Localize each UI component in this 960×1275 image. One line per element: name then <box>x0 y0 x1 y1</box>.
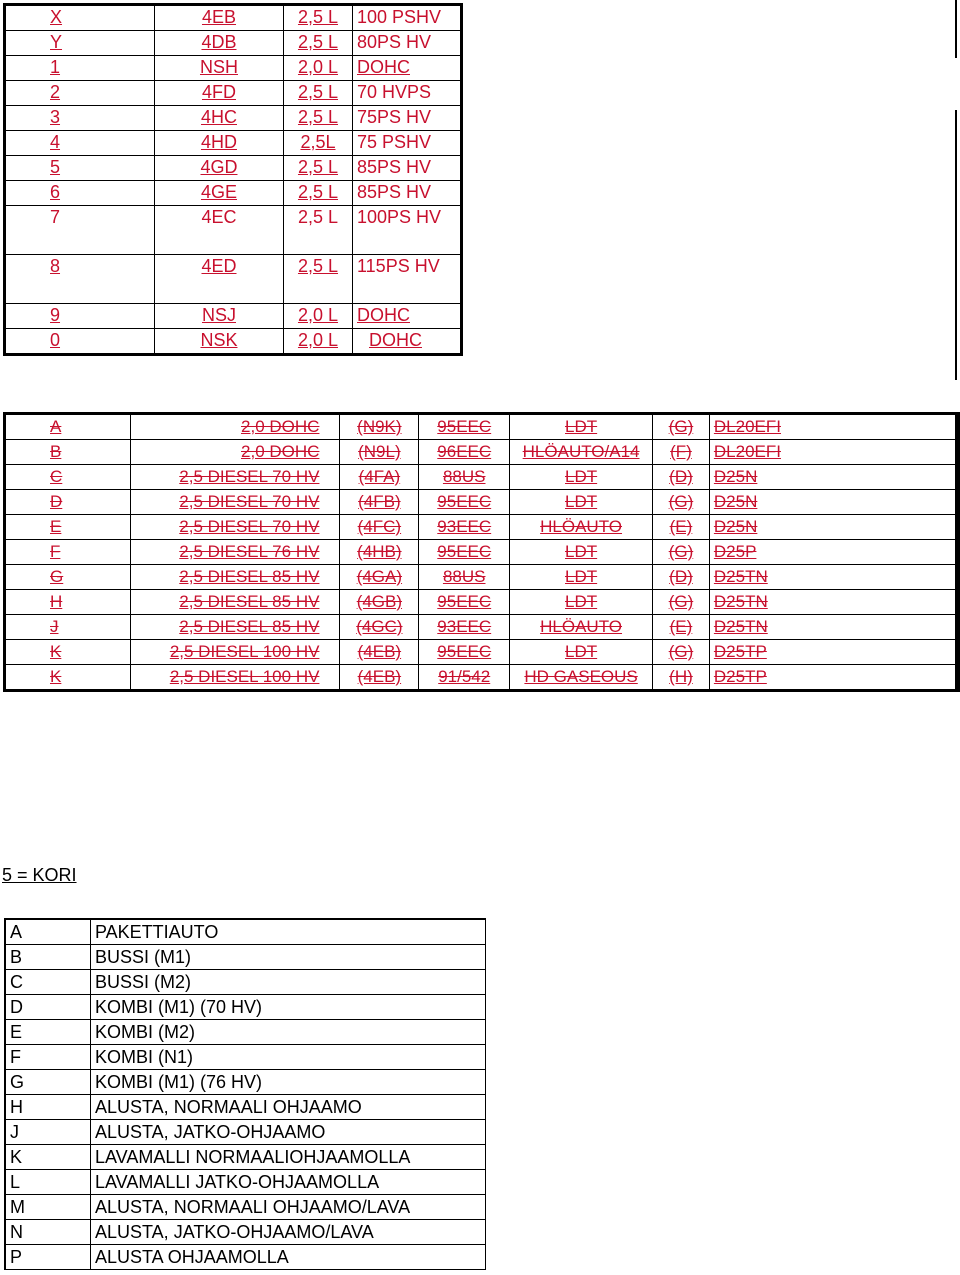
table-row <box>5 414 959 440</box>
list-item <box>5 945 486 970</box>
code-cell: F <box>5 540 131 565</box>
table-row <box>5 31 462 56</box>
body-label-cell: KOMBI (M2) <box>91 1020 486 1045</box>
power-cell: 100 PSHV <box>353 5 462 31</box>
label-cell: DL20EFI <box>709 414 958 440</box>
body-code-cell: H <box>5 1095 91 1120</box>
market-cell: (G) <box>653 590 710 615</box>
engine-cell: (4FB) <box>340 490 419 515</box>
engine-cell: (4EB) <box>340 640 419 665</box>
power-cell: 100PS HV <box>353 206 462 255</box>
displacement-cell: 2,5 L <box>284 206 353 255</box>
body-label-cell: LAVAMALLI JATKO-OHJAAMOLLA <box>91 1170 486 1195</box>
emission-cell: 88US <box>419 565 510 590</box>
list-item <box>5 1120 486 1145</box>
power-cell: 70 HVPS <box>353 81 462 106</box>
list-item <box>5 1145 486 1170</box>
table-row <box>5 640 959 665</box>
code-cell: A <box>5 414 131 440</box>
displacement-cell: 2,0 L <box>284 56 353 81</box>
engine-cell: (4GA) <box>340 565 419 590</box>
power-cell: DOHC <box>353 56 462 81</box>
engine-cell: (4GB) <box>340 590 419 615</box>
market-cell: (E) <box>653 515 710 540</box>
emission-cell: 95EEC <box>419 640 510 665</box>
code-cell: Y <box>5 31 155 56</box>
table-row <box>5 5 462 31</box>
displacement-cell: 2,5L <box>284 131 353 156</box>
list-item <box>5 1070 486 1095</box>
code-cell: G <box>5 565 131 590</box>
engine-cell: NSJ <box>155 304 284 329</box>
market-cell: (E) <box>653 615 710 640</box>
displacement-cell: 2,5 L <box>284 156 353 181</box>
engine-cell: 4ED <box>155 255 284 304</box>
body-code-cell: D <box>5 995 91 1020</box>
body-code-cell: B <box>5 945 91 970</box>
type-cell: HLÖAUTO <box>510 615 653 640</box>
engine-cell: (N9K) <box>340 414 419 440</box>
table-row <box>5 181 462 206</box>
body-label-cell: BUSSI (M2) <box>91 970 486 995</box>
label-cell: D25P <box>709 540 958 565</box>
body-type-table <box>4 918 486 1270</box>
code-cell: 0 <box>5 329 155 355</box>
code-cell: 8 <box>5 255 155 304</box>
body-code-cell: F <box>5 1045 91 1070</box>
power-cell: 85PS HV <box>353 181 462 206</box>
power-cell: 80PS HV <box>353 31 462 56</box>
emission-cell: 88US <box>419 465 510 490</box>
table-row <box>5 56 462 81</box>
list-item <box>5 1220 486 1245</box>
body-code-cell: E <box>5 1020 91 1045</box>
body-code-cell: M <box>5 1195 91 1220</box>
displacement-cell: 2,5 L <box>284 5 353 31</box>
label-cell: D25N <box>709 465 958 490</box>
code-cell: D <box>5 490 131 515</box>
code-cell: C <box>5 465 131 490</box>
description-cell: 2,5 DIESEL 100 HV <box>130 665 340 691</box>
engine-cell: (4FC) <box>340 515 419 540</box>
body-label-cell: KOMBI (M1) (70 HV) <box>91 995 486 1020</box>
displacement-cell: 2,5 L <box>284 81 353 106</box>
table-row <box>5 490 959 515</box>
emission-cell: 95EEC <box>419 490 510 515</box>
code-cell: B <box>5 440 131 465</box>
engine-cell: 4DB <box>155 31 284 56</box>
code-cell: K <box>5 665 131 691</box>
emission-cell: 93EEC <box>419 615 510 640</box>
body-label-cell: KOMBI (M1) (76 HV) <box>91 1070 486 1095</box>
page-edge-marker <box>955 110 957 380</box>
type-cell: LDT <box>510 640 653 665</box>
body-label-cell: BUSSI (M1) <box>91 945 486 970</box>
engine-cell: 4FD <box>155 81 284 106</box>
emission-cell: 91/542 <box>419 665 510 691</box>
power-cell: 75PS HV <box>353 106 462 131</box>
code-cell: 5 <box>5 156 155 181</box>
body-label-cell: ALUSTA, JATKO-OHJAAMO/LAVA <box>91 1220 486 1245</box>
description-cell: 2,5 DIESEL 76 HV <box>130 540 340 565</box>
power-cell: 75 PSHV <box>353 131 462 156</box>
body-code-cell: P <box>5 1245 91 1270</box>
type-cell: HD GASEOUS <box>510 665 653 691</box>
table-row <box>5 665 959 691</box>
engine-cell: 4GD <box>155 156 284 181</box>
table-row <box>5 206 462 255</box>
engine-cell: (N9L) <box>340 440 419 465</box>
engine-cell: 4EC <box>155 206 284 255</box>
code-cell: 9 <box>5 304 155 329</box>
label-cell: D25TP <box>709 640 958 665</box>
code-cell: E <box>5 515 131 540</box>
displacement-cell: 2,0 L <box>284 304 353 329</box>
code-cell: 1 <box>5 56 155 81</box>
page-edge-marker <box>955 415 957 690</box>
list-item <box>5 1195 486 1220</box>
list-item <box>5 1245 486 1270</box>
list-item <box>5 1020 486 1045</box>
body-label-cell: ALUSTA, NORMAALI OHJAAMO <box>91 1095 486 1120</box>
description-cell: 2,5 DIESEL 85 HV <box>130 590 340 615</box>
engine-code-table-2 <box>3 412 960 692</box>
body-label-cell: KOMBI (N1) <box>91 1045 486 1070</box>
kori-heading: 5 = KORI <box>2 865 77 885</box>
body-code-cell: C <box>5 970 91 995</box>
list-item <box>5 1045 486 1070</box>
code-cell: 7 <box>5 206 155 255</box>
emission-cell: 95EEC <box>419 590 510 615</box>
type-cell: HLÖAUTO/A14 <box>510 440 653 465</box>
displacement-cell: 2,5 L <box>284 181 353 206</box>
displacement-cell: 2,5 L <box>284 31 353 56</box>
market-cell: (G) <box>653 540 710 565</box>
market-cell: (D) <box>653 565 710 590</box>
label-cell: DL20EFI <box>709 440 958 465</box>
market-cell: (G) <box>653 414 710 440</box>
table-row <box>5 131 462 156</box>
list-item <box>5 1170 486 1195</box>
displacement-cell: 2,5 L <box>284 106 353 131</box>
label-cell: D25TN <box>709 590 958 615</box>
body-code-cell: G <box>5 1070 91 1095</box>
list-item <box>5 1095 486 1120</box>
code-cell: X <box>5 5 155 31</box>
page-edge-marker <box>955 0 957 58</box>
engine-cell: (4HB) <box>340 540 419 565</box>
description-cell: 2,5 DIESEL 85 HV <box>130 615 340 640</box>
list-item <box>5 995 486 1020</box>
market-cell: (G) <box>653 490 710 515</box>
market-cell: (F) <box>653 440 710 465</box>
type-cell: LDT <box>510 490 653 515</box>
code-cell: 3 <box>5 106 155 131</box>
engine-cell: 4HC <box>155 106 284 131</box>
code-cell: 4 <box>5 131 155 156</box>
body-label-cell: ALUSTA, NORMAALI OHJAAMO/LAVA <box>91 1195 486 1220</box>
type-cell: HLÖAUTO <box>510 515 653 540</box>
body-code-cell: N <box>5 1220 91 1245</box>
engine-cell: NSH <box>155 56 284 81</box>
type-cell: LDT <box>510 540 653 565</box>
table-row <box>5 440 959 465</box>
table-row <box>5 465 959 490</box>
engine-cell: (4FA) <box>340 465 419 490</box>
table-row <box>5 515 959 540</box>
table-row <box>5 304 462 329</box>
engine-cell: 4HD <box>155 131 284 156</box>
body-code-cell: L <box>5 1170 91 1195</box>
table-row <box>5 565 959 590</box>
engine-cell: (4GC) <box>340 615 419 640</box>
label-cell: D25N <box>709 490 958 515</box>
table-row <box>5 156 462 181</box>
type-cell: LDT <box>510 565 653 590</box>
table-row <box>5 106 462 131</box>
list-item <box>5 970 486 995</box>
engine-cell: 4GE <box>155 181 284 206</box>
table-row <box>5 255 462 304</box>
label-cell: D25N <box>709 515 958 540</box>
description-cell: 2,5 DIESEL 70 HV <box>130 515 340 540</box>
type-cell: LDT <box>510 414 653 440</box>
body-code-cell: K <box>5 1145 91 1170</box>
type-cell: LDT <box>510 465 653 490</box>
body-code-cell: J <box>5 1120 91 1145</box>
code-cell: H <box>5 590 131 615</box>
power-cell: 85PS HV <box>353 156 462 181</box>
description-cell: 2,5 DIESEL 70 HV <box>130 490 340 515</box>
table-row <box>5 329 462 355</box>
engine-cell: 4EB <box>155 5 284 31</box>
body-label-cell: PAKETTIAUTO <box>91 919 486 945</box>
label-cell: D25TP <box>709 665 958 691</box>
description-cell: 2,0 DOHC <box>130 440 340 465</box>
code-cell: K <box>5 640 131 665</box>
code-cell: 6 <box>5 181 155 206</box>
code-cell: 2 <box>5 81 155 106</box>
description-cell: 2,5 DIESEL 85 HV <box>130 565 340 590</box>
code-cell: J <box>5 615 131 640</box>
table-row <box>5 615 959 640</box>
power-cell: DOHC <box>353 304 462 329</box>
body-label-cell: ALUSTA, JATKO-OHJAAMO <box>91 1120 486 1145</box>
body-code-cell: A <box>5 919 91 945</box>
engine-cell: (4EB) <box>340 665 419 691</box>
table-row <box>5 81 462 106</box>
power-cell: 115PS HV <box>353 255 462 304</box>
type-cell: LDT <box>510 590 653 615</box>
displacement-cell: 2,5 L <box>284 255 353 304</box>
engine-code-table-1 <box>3 3 463 356</box>
body-label-cell: ALUSTA OHJAAMOLLA <box>91 1245 486 1270</box>
table-row <box>5 590 959 615</box>
engine-cell: NSK <box>155 329 284 355</box>
description-cell: 2,5 DIESEL 70 HV <box>130 465 340 490</box>
list-item <box>5 919 486 945</box>
displacement-cell: 2,0 L <box>284 329 353 355</box>
emission-cell: 96EEC <box>419 440 510 465</box>
power-cell: DOHC <box>353 329 462 355</box>
market-cell: (D) <box>653 465 710 490</box>
body-label-cell: LAVAMALLI NORMAALIOHJAAMOLLA <box>91 1145 486 1170</box>
market-cell: (H) <box>653 665 710 691</box>
description-cell: 2,5 DIESEL 100 HV <box>130 640 340 665</box>
market-cell: (G) <box>653 640 710 665</box>
label-cell: D25TN <box>709 615 958 640</box>
emission-cell: 95EEC <box>419 540 510 565</box>
table-row <box>5 540 959 565</box>
emission-cell: 95EEC <box>419 414 510 440</box>
label-cell: D25TN <box>709 565 958 590</box>
emission-cell: 93EEC <box>419 515 510 540</box>
description-cell: 2,0 DOHC <box>130 414 340 440</box>
